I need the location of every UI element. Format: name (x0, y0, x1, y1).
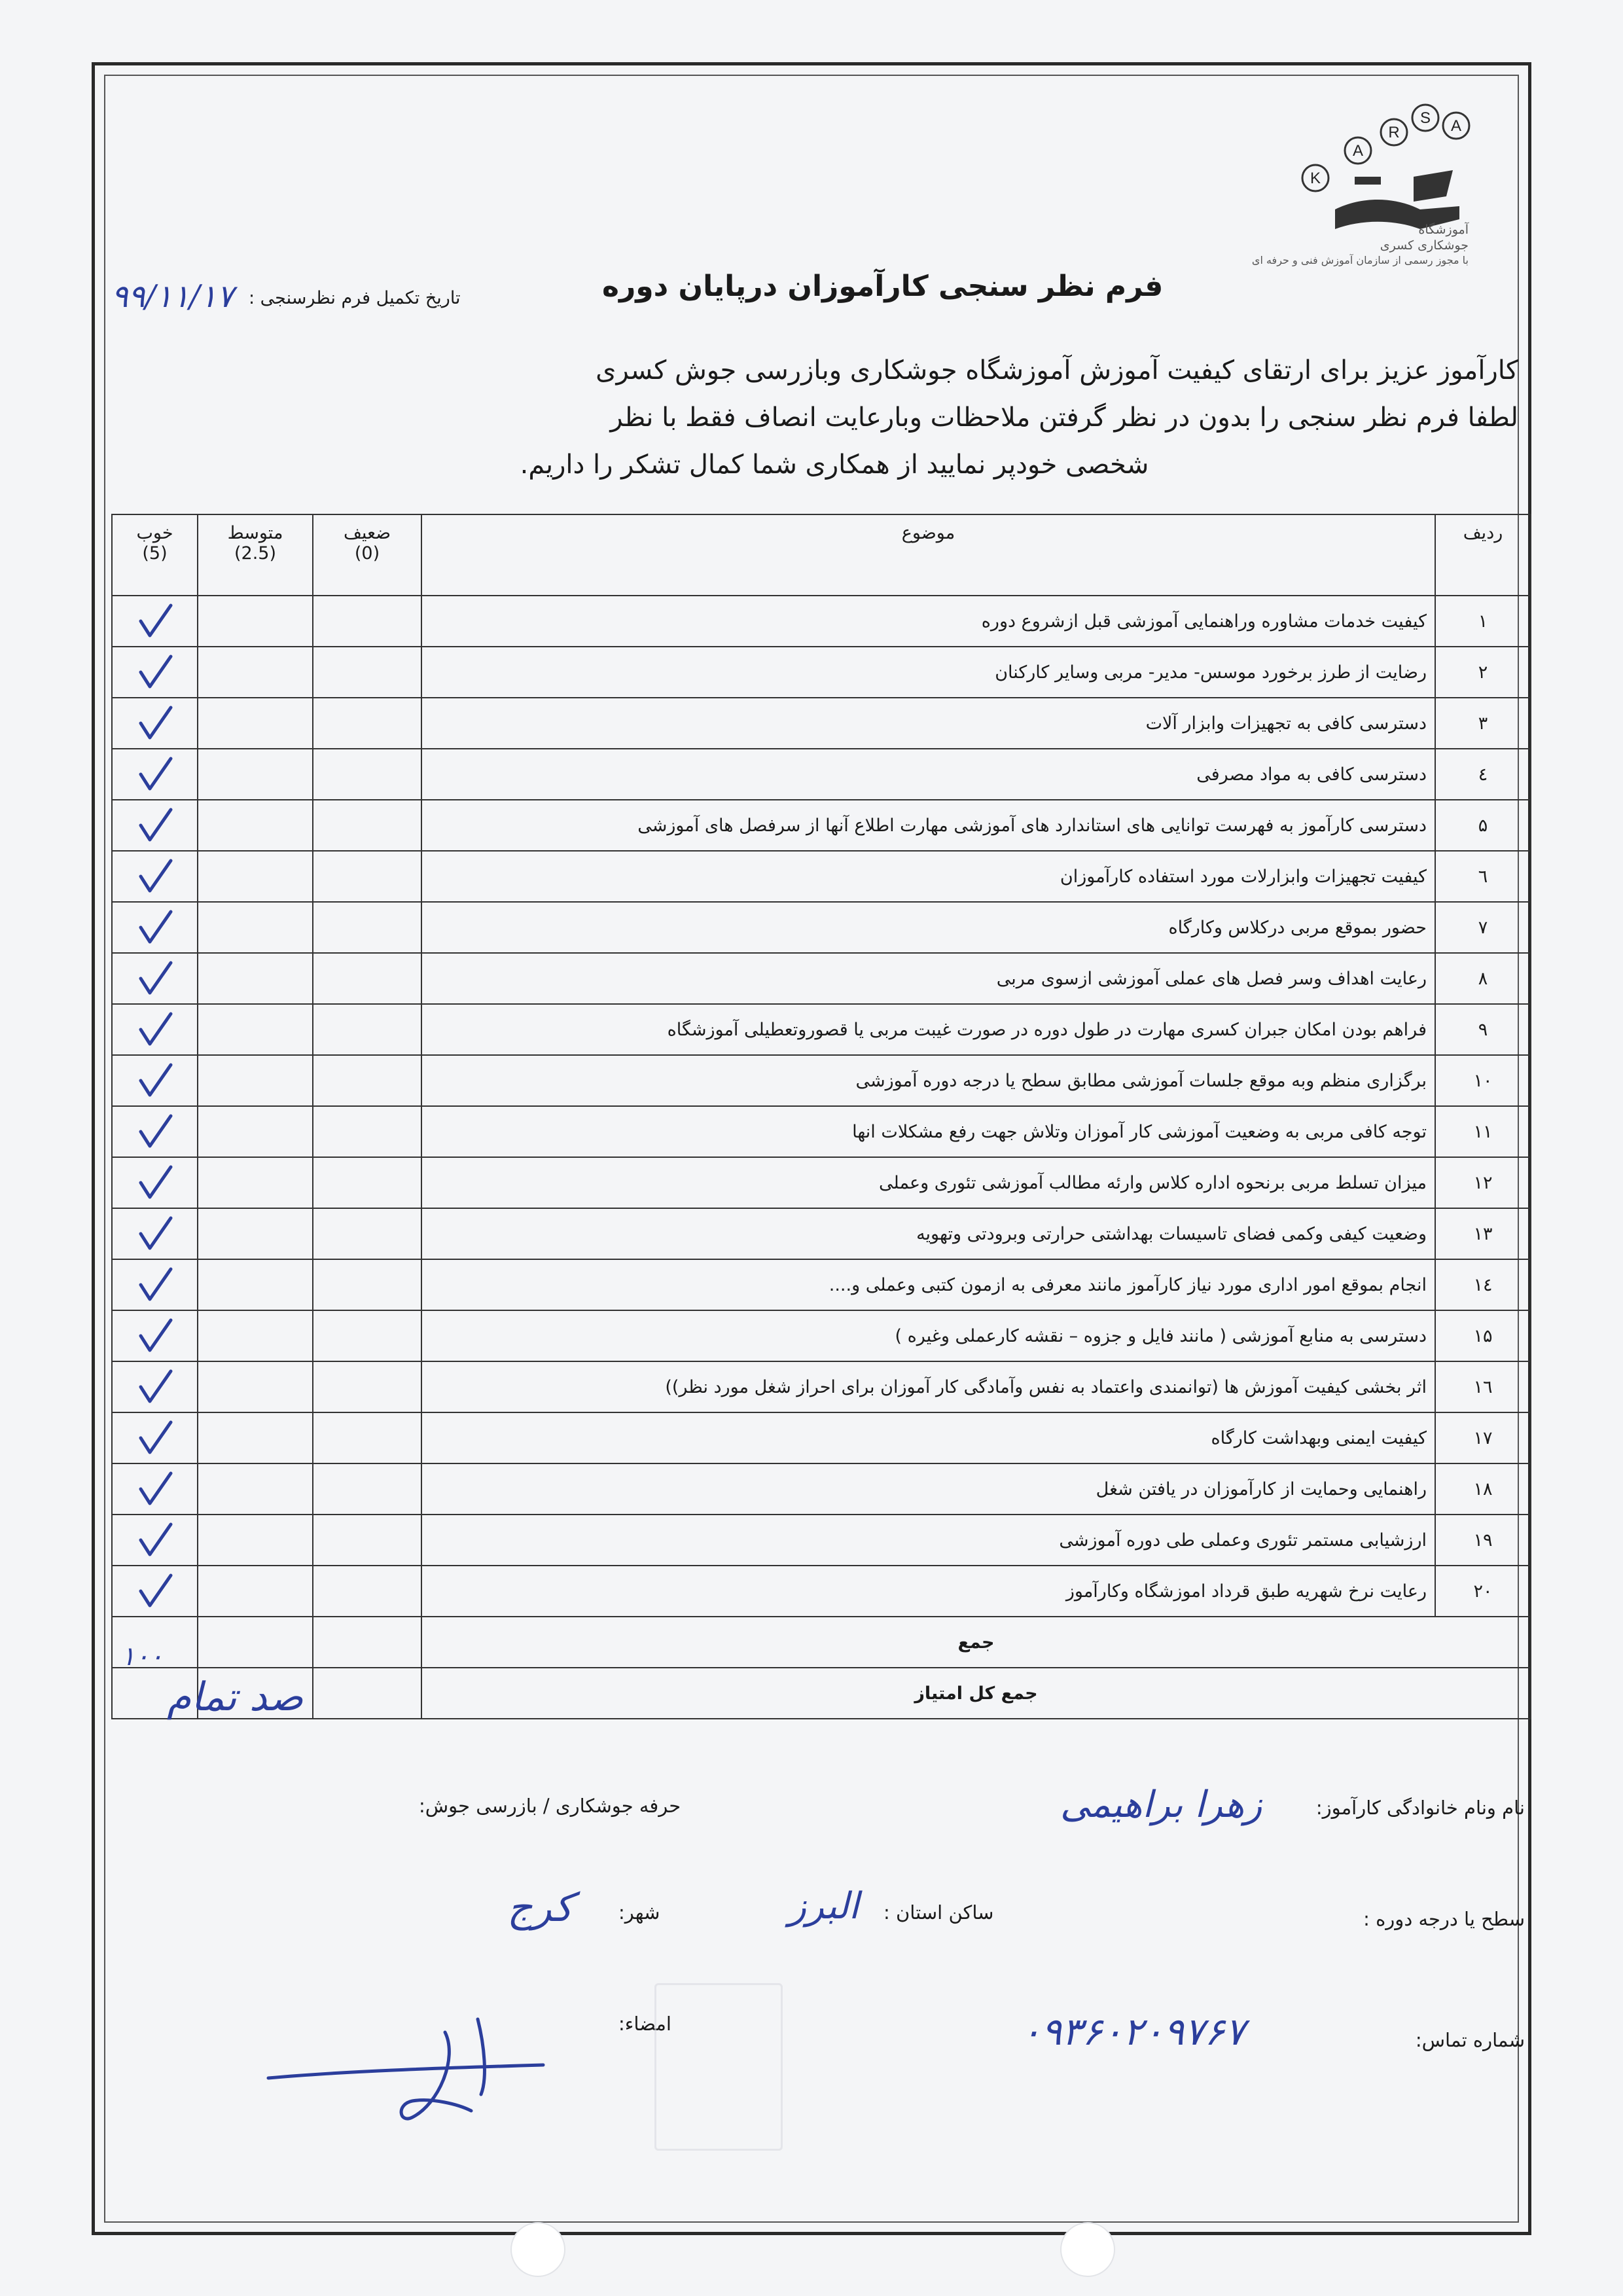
row-topic: میزان تسلط مربی برنحوه اداره کلاس وارئه مطالب آموزشی تئوری وعملی (421, 1157, 1435, 1208)
logo-mark-r: R (1388, 124, 1400, 141)
punch-hole-left (510, 2222, 565, 2277)
row-good-cell (112, 953, 198, 1004)
table-row (112, 596, 1531, 647)
row-weak-cell (313, 647, 421, 698)
row-good-cell (112, 1463, 198, 1515)
row-medium-cell (198, 1463, 313, 1515)
table-row (112, 1361, 1531, 1412)
table-header-row (112, 514, 1531, 596)
check-mark-icon (135, 857, 175, 896)
date-value: ۹۹/۱۱/۱۷ (111, 278, 234, 315)
check-mark-icon (135, 1316, 175, 1355)
table-row (112, 1055, 1531, 1106)
row-number: ۱۳ (1435, 1208, 1531, 1259)
row-weak-cell (313, 1004, 421, 1055)
table-row (112, 1515, 1531, 1566)
row-good-cell (112, 647, 198, 698)
table-row (112, 647, 1531, 698)
table-row (112, 1412, 1531, 1463)
row-number: ۱۲ (1435, 1157, 1531, 1208)
intro-line-2: لطفا فرم نظر سنجی را بدون در نظر گرفتن ملاحظات وبارعایت انصاف فقط با نظر (610, 403, 1518, 433)
row-number: ۲ (1435, 647, 1531, 698)
trainee-name-label: نام ونام خانوادگی کارآموز: (1315, 1797, 1525, 1819)
logo-mark-a2: A (1450, 117, 1462, 135)
row-weak-cell (313, 1259, 421, 1310)
province-label: ساکن استان : (883, 1901, 994, 1924)
logo-line-1: آموزشگاه (1418, 223, 1469, 237)
row-medium-cell (198, 596, 313, 647)
table-row (112, 1259, 1531, 1310)
row-good-cell (112, 1515, 198, 1566)
row-good-cell (112, 1259, 198, 1310)
header-medium-score: (2.5) (234, 543, 277, 564)
row-number: ۵ (1435, 800, 1531, 851)
row-weak-cell (313, 1310, 421, 1361)
check-mark-icon (135, 1418, 175, 1458)
row-medium-cell (198, 851, 313, 902)
row-number: ۱۷ (1435, 1412, 1531, 1463)
row-medium-cell (198, 1259, 313, 1310)
table-row (112, 953, 1531, 1004)
row-good-cell (112, 596, 198, 647)
row-weak-cell (313, 749, 421, 800)
row-number: ۱۰ (1435, 1055, 1531, 1106)
punch-hole-right (1060, 2222, 1115, 2277)
row-topic: کیفیت ایمنی وبهداشت کارگاه (421, 1412, 1435, 1463)
intro-line-3: شخصی خودپر نمایید از همکاری شما کمال تشکر را داریم. (520, 450, 1149, 480)
row-number: ۲۰ (1435, 1566, 1531, 1617)
survey-table (111, 514, 1531, 1719)
check-mark-icon (135, 1520, 175, 1560)
row-number: ٤ (1435, 749, 1531, 800)
table-row (112, 851, 1531, 902)
trainee-name-value: زهرا براهیمی (1060, 1784, 1262, 1826)
row-medium-cell (198, 1208, 313, 1259)
row-good-cell (112, 1310, 198, 1361)
row-topic: کیفیت خدمات مشاوره وراهنمایی آموزشی قبل ازشروع دوره (421, 596, 1435, 647)
header-medium (198, 514, 313, 596)
header-good (112, 514, 198, 596)
row-weak-cell (313, 1055, 421, 1106)
row-number: ٦ (1435, 851, 1531, 902)
row-medium-cell (198, 1361, 313, 1412)
check-mark-icon (135, 704, 175, 743)
table-row (112, 1004, 1531, 1055)
row-number: ۷ (1435, 902, 1531, 953)
row-topic: راهنمایی وحمایت از کارآموزان در یافتن شغل (421, 1463, 1435, 1515)
check-mark-icon (135, 1112, 175, 1151)
row-weak-cell (313, 800, 421, 851)
header-row-number: ردیف (1435, 514, 1531, 596)
check-mark-icon (135, 806, 175, 845)
header-topic: موضوع (421, 514, 1435, 596)
table-row (112, 1566, 1531, 1617)
total-row (112, 1617, 1531, 1668)
table-row (112, 1106, 1531, 1157)
row-topic: دسترسی به منابع آموزشی ( مانند فایل و جزوه – نقشه کارعملی وغیره ) (421, 1310, 1435, 1361)
row-weak-cell (313, 902, 421, 953)
date-label: تاریخ تکمیل فرم نظرسنجی : (249, 288, 461, 308)
table-row (112, 902, 1531, 953)
check-mark-icon (135, 1265, 175, 1304)
row-weak-cell (313, 1106, 421, 1157)
row-weak-cell (313, 596, 421, 647)
phone-value: ۰۹۳۶۰۲۰۹۷۶۷ (1021, 2009, 1245, 2054)
row-medium-cell (198, 1310, 313, 1361)
row-topic: دسترسی کافی به مواد مصرفی (421, 749, 1435, 800)
city-label: شهر: (618, 1901, 660, 1924)
row-weak-cell (313, 1361, 421, 1412)
row-number: ۱۵ (1435, 1310, 1531, 1361)
row-medium-cell (198, 1566, 313, 1617)
table-row (112, 1463, 1531, 1515)
row-number: ۱۱ (1435, 1106, 1531, 1157)
header-good-label: خوب (136, 523, 173, 543)
check-mark-icon (135, 908, 175, 947)
row-good-cell (112, 1412, 198, 1463)
header-good-score: (5) (142, 543, 168, 564)
row-good-cell (112, 749, 198, 800)
row-topic: کیفیت تجهیزات وابزارلات مورد استفاده کارآموزان (421, 851, 1435, 902)
row-medium-cell (198, 698, 313, 749)
phone-label: شماره تماس: (1415, 2029, 1525, 2051)
row-topic: رعایت اهداف وسر فصل های عملی آموزشی ازسوی مربی (421, 953, 1435, 1004)
row-weak-cell (313, 1515, 421, 1566)
institute-logo (1251, 98, 1472, 288)
row-medium-cell (198, 749, 313, 800)
row-number: ۹ (1435, 1004, 1531, 1055)
row-good-cell (112, 1004, 198, 1055)
city-value: کرج (507, 1885, 573, 1931)
header-weak (313, 514, 421, 596)
intro-paragraph (151, 347, 1518, 488)
row-medium-cell (198, 1004, 313, 1055)
row-medium-cell (198, 953, 313, 1004)
level-label: سطح یا درجه دوره : (1363, 1908, 1525, 1930)
check-mark-icon (135, 1367, 175, 1407)
row-good-cell (112, 851, 198, 902)
check-mark-icon (135, 1163, 175, 1202)
row-number: ۱٦ (1435, 1361, 1531, 1412)
table-row (112, 1208, 1531, 1259)
check-mark-icon (135, 755, 175, 794)
province-value: البرز (789, 1885, 859, 1928)
row-medium-cell (198, 647, 313, 698)
row-good-cell (112, 800, 198, 851)
grand-total-label: جمع کل امتیاز (421, 1668, 1531, 1719)
row-medium-cell (198, 1515, 313, 1566)
row-number: ۱۹ (1435, 1515, 1531, 1566)
logo-mark-k: K (1310, 170, 1321, 187)
row-weak-cell (313, 1208, 421, 1259)
row-good-cell (112, 1157, 198, 1208)
row-good-cell (112, 902, 198, 953)
row-medium-cell (198, 902, 313, 953)
row-topic: برگزاری منظم وبه موقع جلسات آموزشی مطابق سطح یا درجه دوره آموزشی (421, 1055, 1435, 1106)
total-value: ۱۰۰ (121, 1641, 164, 1672)
row-medium-cell (198, 1412, 313, 1463)
row-topic: رعایت نرخ شهریه طبق قرداد اموزشگاه وکارآموز (421, 1566, 1435, 1617)
row-topic: فراهم بودن امکان جبران کسری مهارت در طول دوره در صورت غیبت مربی یا قصوروتعطیلی آموزشگاه (421, 1004, 1435, 1055)
signature-graphic (262, 2006, 563, 2137)
check-mark-icon (135, 653, 175, 692)
row-medium-cell (198, 1157, 313, 1208)
row-medium-cell (198, 1055, 313, 1106)
row-topic: دسترسی کارآموز به فهرست توانایی های استاندارد های آموزشی مهارت اطلاع آنها از سرفصل های آموزشی (421, 800, 1435, 851)
intro-line-1: کارآموز عزیز برای ارتقای کیفیت آموزش آموزشگاه جوشکاری وبازرسی جوش کسری (596, 355, 1518, 386)
row-number: ۱ (1435, 596, 1531, 647)
row-topic: رضایت از طرز برخورد موسس- مدیر- مربی وسایر کارکنان (421, 647, 1435, 698)
row-weak-cell (313, 1566, 421, 1617)
total-in-words: صد تمام (167, 1674, 304, 1720)
check-mark-icon (135, 959, 175, 998)
row-weak-cell (313, 851, 421, 902)
header-weak-label: ضعیف (343, 523, 391, 543)
row-weak-cell (313, 1463, 421, 1515)
check-mark-icon (135, 601, 175, 641)
total-label: جمع (421, 1617, 1531, 1668)
row-number: ۸ (1435, 953, 1531, 1004)
table-row (112, 749, 1531, 800)
grand-total-row (112, 1668, 1531, 1719)
form-title: فرم نظر سنجی کارآموزان درپایان دوره (602, 270, 1164, 303)
row-good-cell (112, 1208, 198, 1259)
logo-mark-a: A (1352, 142, 1364, 160)
row-good-cell (112, 698, 198, 749)
check-mark-icon (135, 1214, 175, 1253)
table-row (112, 800, 1531, 851)
row-good-cell (112, 1055, 198, 1106)
table-row (112, 698, 1531, 749)
header-medium-label: متوسط (227, 523, 283, 543)
signature-label: امضاء: (618, 2013, 671, 2035)
row-weak-cell (313, 953, 421, 1004)
row-topic: توجه کافی مربی به وضعیت آموزشی کار آموزان وتلاش جهت رفع مشکلات انها (421, 1106, 1435, 1157)
row-good-cell (112, 1106, 198, 1157)
row-topic: اثر بخشی کیفیت آموزش ها (توانمندی واعتماد به نفس وآمادگی کار آموزان برای احراز شغل مورد نظر)) (421, 1361, 1435, 1412)
row-medium-cell (198, 800, 313, 851)
row-topic: حضور بموقع مربی درکلاس وکارگاه (421, 902, 1435, 953)
row-topic: ارزشیابی مستمر تئوری وعملی طی دوره آموزشی (421, 1515, 1435, 1566)
logo-mark-s: S (1419, 109, 1431, 127)
logo-line-2: جوشکاری کسری (1380, 238, 1469, 253)
check-mark-icon (135, 1010, 175, 1049)
row-weak-cell (313, 698, 421, 749)
row-number: ۳ (1435, 698, 1531, 749)
row-number: ۱۸ (1435, 1463, 1531, 1515)
trade-label: حرفه جوشکاری / بازرسی جوش: (419, 1795, 681, 1817)
header-weak-score: (0) (354, 543, 380, 564)
check-mark-icon (135, 1469, 175, 1509)
check-mark-icon (135, 1061, 175, 1100)
row-good-cell (112, 1566, 198, 1617)
row-topic: وضعیت کیفی وکمی فضای تاسیسات بهداشتی حرارتی وبرودتی وتهویه (421, 1208, 1435, 1259)
row-topic: انجام بموقع امور اداری مورد نیاز کارآموز مانند معرفی به ازمون کتبی وعملی و.... (421, 1259, 1435, 1310)
table-row (112, 1157, 1531, 1208)
row-weak-cell (313, 1157, 421, 1208)
row-number: ۱٤ (1435, 1259, 1531, 1310)
faded-stamp (654, 1983, 783, 2151)
row-topic: دسترسی کافی به تجهیزات وابزار آلات (421, 698, 1435, 749)
row-medium-cell (198, 1106, 313, 1157)
table-row (112, 1310, 1531, 1361)
row-weak-cell (313, 1412, 421, 1463)
row-good-cell (112, 1361, 198, 1412)
logo-line-3: با مجوز رسمی از سازمان آموزش فنی و حرفه ای (1251, 254, 1469, 266)
check-mark-icon (135, 1571, 175, 1611)
